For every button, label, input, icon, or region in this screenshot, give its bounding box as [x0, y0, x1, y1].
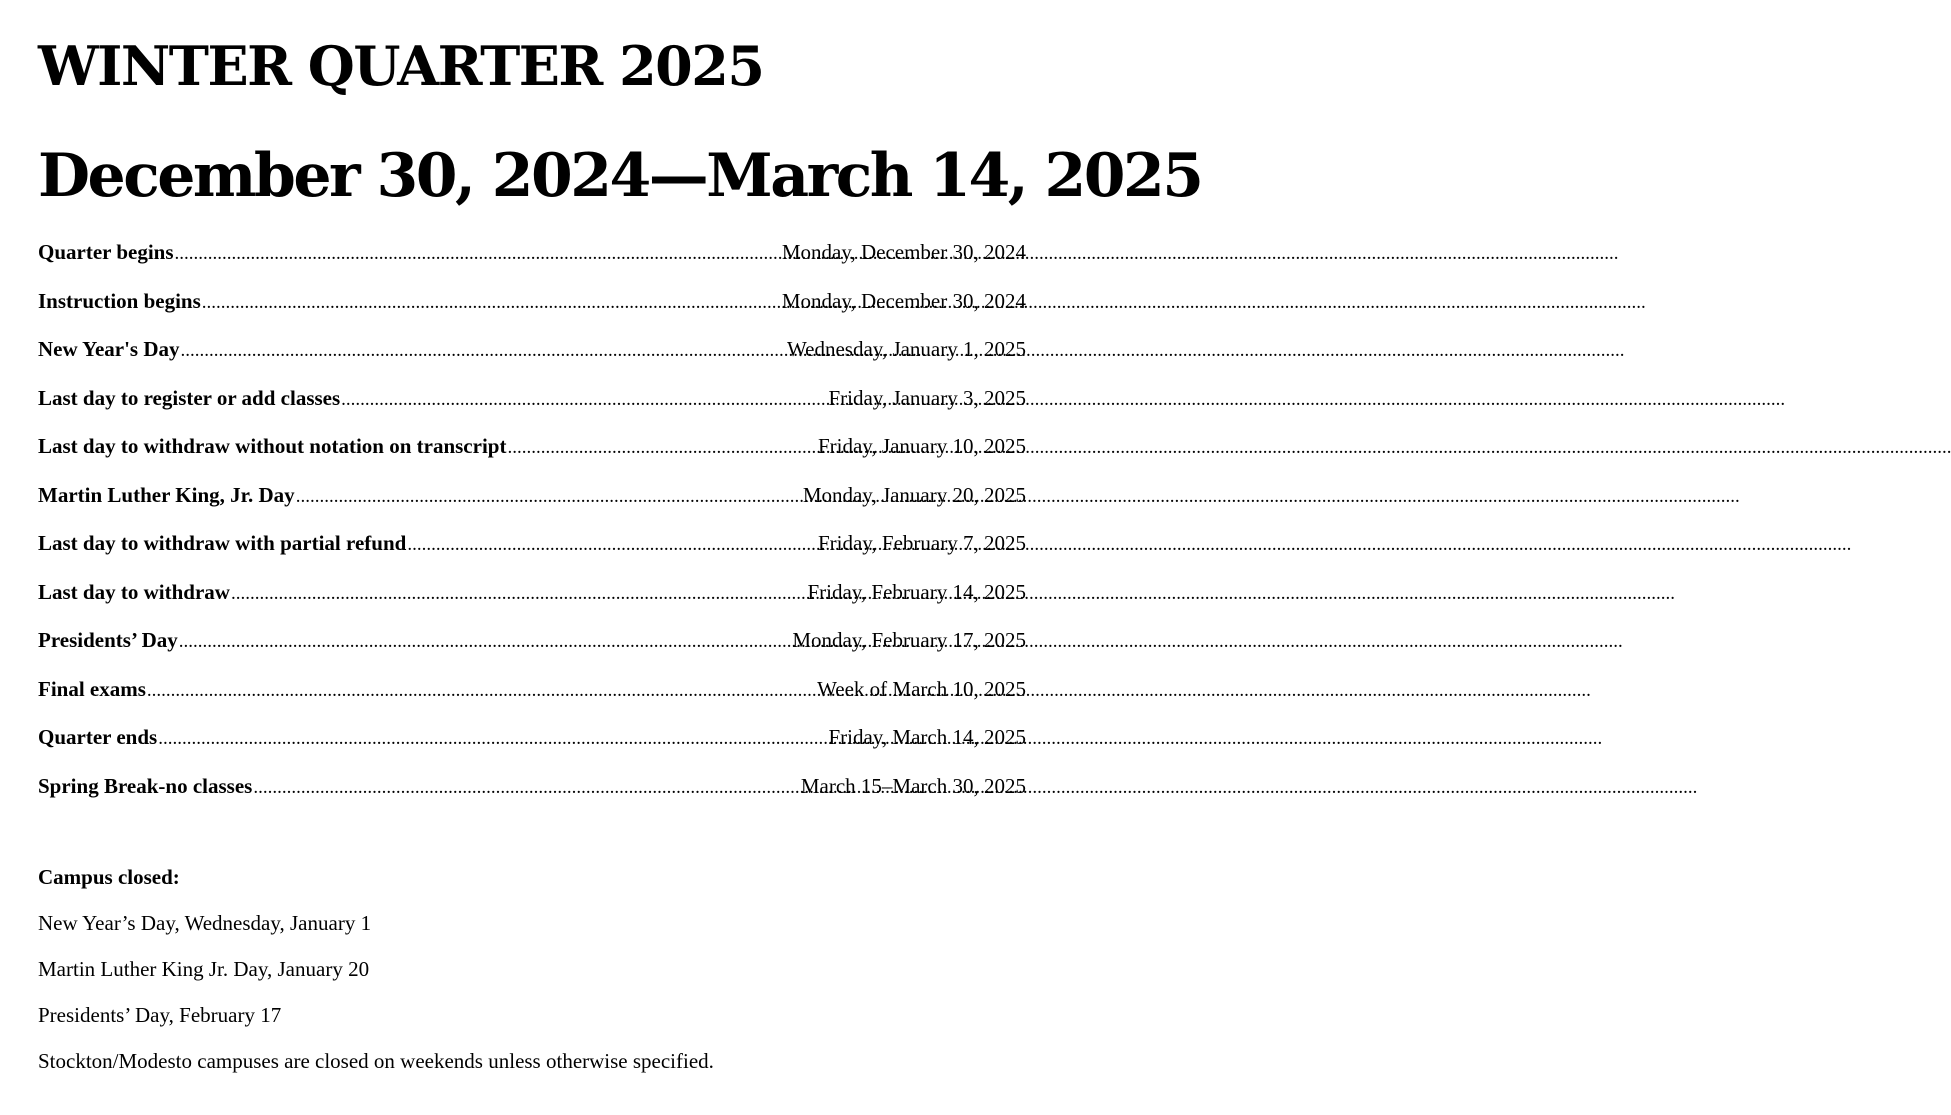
schedule-row-mlk-day [38, 475, 1026, 524]
campus-closed-heading: Campus closed: [38, 865, 180, 889]
event-label: Presidents’ Day [38, 628, 178, 652]
event-date: March 15–March 30, 2025 [800, 773, 1026, 798]
event-date: Friday, January 10, 2025 [817, 434, 1026, 458]
event-label: Last day to withdraw without notation on transcript [38, 434, 507, 458]
dot-leader [179, 622, 792, 662]
event-label: Quarter begins [38, 240, 174, 264]
schedule-row-spring-break [38, 766, 1026, 815]
dot-leader [231, 574, 807, 614]
event-date: Monday, February 17, 2025 [792, 628, 1026, 652]
schedule-row-presidents-day [38, 620, 1026, 669]
closed-item-mlk: Martin Luther King Jr. Day, January 20 [38, 957, 370, 981]
dot-leader [407, 525, 817, 565]
schedule-row-withdraw-no-notation [38, 426, 1026, 475]
closed-item-presidents: Presidents’ Day, February 17 [38, 1003, 282, 1027]
event-label: Instruction begins [38, 288, 201, 313]
schedule-row-quarter-ends [38, 717, 1026, 766]
event-label: Last day to withdraw [38, 579, 230, 604]
dot-leader [175, 234, 781, 274]
schedule-row-quarter-begins [38, 232, 1026, 281]
schedule-row-withdraw-partial-refund [38, 523, 1026, 572]
schedule-row-last-day-register [38, 378, 1026, 427]
dot-leader [253, 768, 800, 808]
dot-leader [181, 331, 787, 371]
dot-leader [341, 380, 827, 420]
dot-leader [202, 283, 781, 323]
dot-leader [158, 719, 827, 759]
closed-weekend-note: Stockton/Modesto campuses are closed on weekends unless otherwise specified. [38, 1049, 714, 1073]
schedule-list [38, 232, 1026, 814]
event-date: Friday, February 7, 2025 [817, 531, 1026, 555]
dot-leader [507, 428, 817, 468]
dot-leader [147, 671, 816, 711]
event-date: Wednesday, January 1, 2025 [787, 337, 1026, 361]
event-label: Last day to withdraw with partial refund [38, 531, 407, 555]
event-label: Last day to register or add classes [38, 385, 341, 410]
schedule-row-new-years-day [38, 329, 1026, 378]
event-date: Week of March 10, 2025 [817, 676, 1026, 701]
event-date: Friday, February 14, 2025 [807, 579, 1026, 604]
page-title: WINTER QUARTER 2025 [38, 34, 764, 98]
event-date: Monday, December 30, 2024 [781, 288, 1026, 313]
closed-item-new-years: New Year’s Day, Wednesday, January 1 [38, 911, 372, 935]
event-date: Friday, March 14, 2025 [828, 725, 1026, 749]
event-label: Martin Luther King, Jr. Day [38, 482, 295, 507]
date-range-subtitle: December 30, 2024—March 14, 2025 [38, 141, 1202, 211]
dot-leader [296, 477, 802, 517]
event-date: Monday, December 30, 2024 [781, 240, 1026, 264]
event-date: Monday, January 20, 2025 [802, 482, 1026, 507]
schedule-row-instruction-begins [38, 281, 1026, 330]
schedule-row-last-day-withdraw [38, 572, 1026, 621]
schedule-row-final-exams [38, 669, 1026, 718]
campus-closed-section [38, 856, 1038, 1086]
event-label: Quarter ends [38, 725, 158, 749]
event-label: New Year's Day [38, 337, 180, 361]
event-label: Spring Break-no classes [38, 773, 253, 798]
event-date: Friday, January 3, 2025 [828, 385, 1026, 410]
event-label: Final exams [38, 676, 146, 701]
